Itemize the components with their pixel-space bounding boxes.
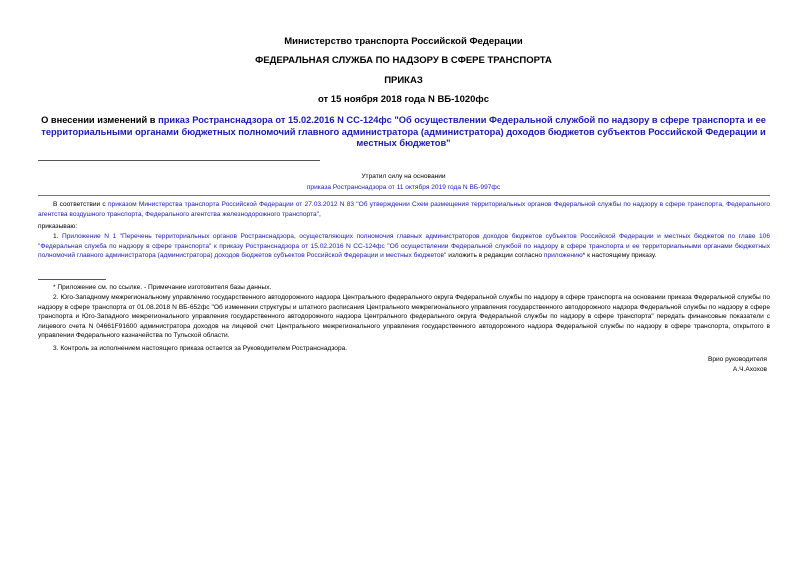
p1-suffix: , <box>319 210 321 218</box>
title-order-link[interactable]: приказ Ространснадзора от 15.02.2016 N СС-124фс "Об осуществлении Федеральной службой по надзору в сфере транспорта и ее территориальными органами бюджетных полномочий главного администратора (администратора) доходов бюджетов субъектов Российской Федерации и местных бюджетов" <box>41 115 766 148</box>
paragraph-item-3: 3. Контроль за исполнением настоящего приказа остается за Руководителем Ространснадзора. <box>53 345 348 352</box>
paragraph-item-1 <box>38 232 770 261</box>
paragraph-order-word: приказываю: <box>38 223 78 230</box>
doc-type-heading: ПРИКАЗ <box>384 75 423 86</box>
paragraph-basis <box>38 200 770 219</box>
status-note-link-line <box>40 184 767 191</box>
appendix-link[interactable]: приложению <box>543 252 583 260</box>
p3-middle: изложить в редакции согласно <box>446 252 544 260</box>
signature-position: Врио руководителя <box>707 356 767 363</box>
body-divider <box>38 195 770 196</box>
service-heading: ФЕДЕРАЛЬНАЯ СЛУЖБА ПО НАДЗОРУ В СФЕРЕ ТРАНСПОРТА <box>255 55 552 66</box>
paragraph-item-2: 2. Юго-Западному межрегиональному управлению государственного автодорожного надзора Центрального федерального округа Федеральной службы по надзору в сфере транспорта на основании приказа Федеральной службы по надзору в сфере транспорта от 01.08.2018 N ВБ-652фс "Об изменении структуры и штатного расписания Центрального межрегионального управления государственного автодорожного надзора Федеральной службы по надзору в сфере транспорта и Юго-Западного межрегионального управления государственного автодорожного надзора Центрального федерального округа Федеральной службы по надзору в сфере транспорта" передать финансовые показатели с лицевого счета N 04661F91600 администратора доходов на лицевой счет Центрального межрегионального управления государственного автодорожного надзора Федеральной службы по надзору в сфере транспорта, открытого в управлении Федерального казначейства по Тульской области. <box>38 294 770 340</box>
footnote: * Приложение см. по ссылке. - Примечание изготовителя базы данных. <box>53 284 272 291</box>
ministry-heading: Министерство транспорта Российской Федерации <box>284 36 523 47</box>
p3-suffix: * к настоящему приказу. <box>582 252 657 260</box>
p3-number: 1. <box>53 233 63 240</box>
status-note: Утратил силу на основании <box>361 173 446 180</box>
footnote-divider <box>38 279 106 280</box>
ministry-order-link[interactable]: приказом Министерства транспорта Российской Федерации от 27.03.2012 N 83 "Об утверждении Схем размещения территориальных органов Федеральной службы по надзору в сфере транспорта, Федерального агентства воздушного транспорта, Федерального агентства железнодорожного транспорта" <box>38 201 770 218</box>
document-title <box>40 115 767 150</box>
date-number-heading: от 15 ноября 2018 года N ВБ-1020фс <box>317 94 490 105</box>
title-divider <box>38 160 320 161</box>
repeal-order-link[interactable]: приказа Ространснадзора от 11 октября 2019 года N ВБ-997фс <box>306 184 501 191</box>
signature-name: А.Ч.Ахохов <box>732 366 767 373</box>
p1-prefix: В соответствии с <box>53 201 108 208</box>
title-prefix: О внесении изменений в <box>41 115 159 125</box>
appendix-1-link[interactable]: Приложение N 1 "Перечень территориальных органов Ространснадзора, осуществляющих полномочия главных администраторов доходов бюджетов субъектов Российской Федерации и местных бюджетов по главе 106 "Федеральная служба по надзору в сфере транспорта" к приказу Ространснадзора от 15.02.2016 N СС-124фс "Об осуществлении Федеральной службой по надзору в сфере транспорта и ее территориальными органами бюджетных полномочий главного администратора (администратора) доходов бюджетов субъектов Российской Федерации и местных бюджетов" <box>38 233 770 260</box>
